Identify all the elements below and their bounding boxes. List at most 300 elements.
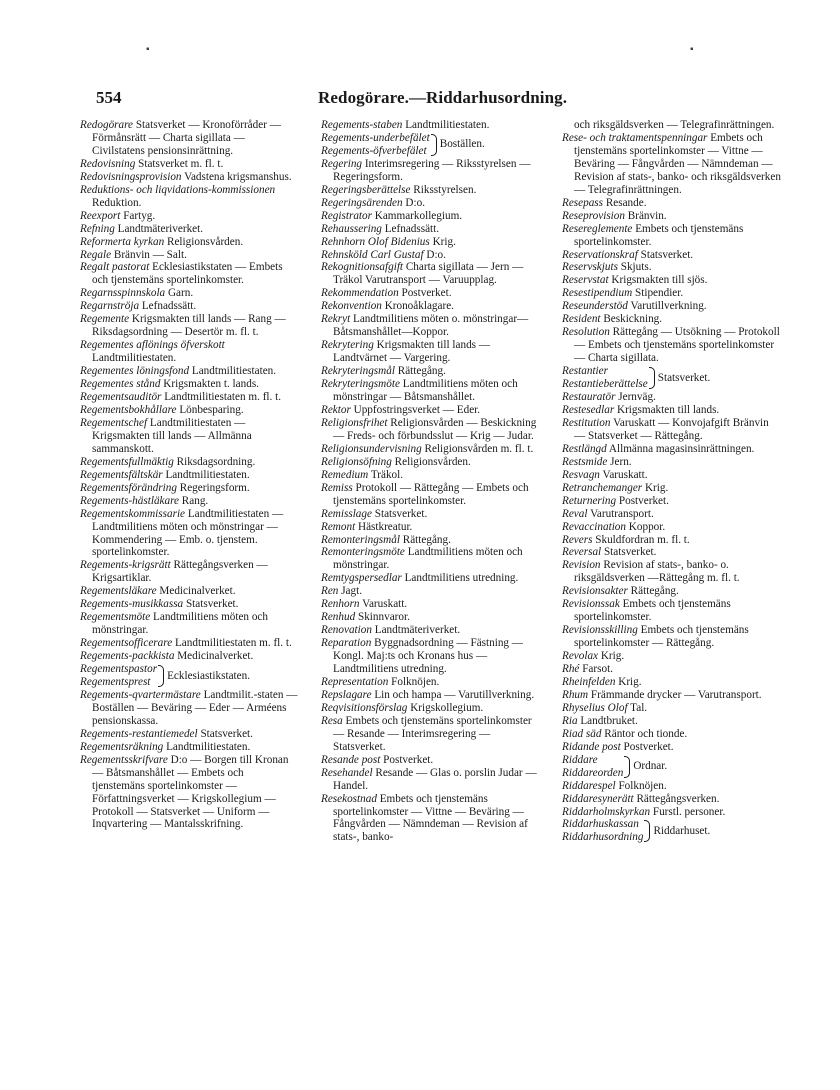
index-entry [562,508,782,521]
index-entry [321,637,539,676]
index-reference: Statsverket. [637,248,694,261]
index-entry [562,780,782,793]
index-headword: Revolax [562,650,599,663]
index-entry [321,184,539,197]
index-headword: Reseprovision [562,209,625,222]
index-headword: Remonteringsmöte [321,546,405,559]
index-headword: Resestipendium [562,287,633,300]
index-headword: Riddarholmskyrkan [562,805,651,818]
index-headword: Regarnströja [80,300,140,313]
index-headword: Revisionsskilling [562,624,638,637]
index-entry [80,456,298,469]
index-entry [562,261,782,274]
index-entry [80,611,298,637]
index-entry [321,546,539,572]
index-headword: Regarnsspinnskola [80,287,166,300]
index-entry [80,508,298,560]
index-headword: Regementsfältskär [80,468,163,481]
index-entry [321,443,539,456]
index-headword: Riddarespel [562,779,616,792]
index-entry [321,249,539,262]
index-entry [80,171,298,184]
index-entry [321,702,539,715]
index-entry [80,339,298,365]
index-reference: Embets och tjenstemäns sportelinkomster — Resande — Interimsregering — Statsverket. [333,714,532,753]
index-headword: Rekommendation [321,287,399,300]
index-reference: Krigsmakten till sjös. [608,274,708,287]
index-headword: Regemente [80,313,130,326]
index-entry [562,469,782,482]
index-headword: Restantieberättelse [562,378,648,391]
index-headword: Rehnsköld Carl Gustaf [321,248,424,261]
index-reference: Statsverket. [183,598,239,611]
index-headword: Revision [562,559,601,572]
index-reference: Landtmilitiestaten — Krigsmakten till lands — Allmänna sammanskott. [92,416,252,455]
index-entry [321,715,539,754]
index-headword: Regementsauditör [80,391,162,404]
index-entry [562,546,782,559]
index-reference: Lefnadssätt. [139,300,197,313]
index-entry [562,728,782,741]
index-entry [80,300,298,313]
index-entry [321,287,539,300]
index-headword: Riddarhuskassan [562,818,639,831]
index-reference: Embets och tjenstemäns sportelinkomster — Rättegång. [574,624,749,650]
index-reference: Statsverket m. fl. t. [135,157,224,170]
index-entry [80,236,298,249]
index-entry [321,119,539,132]
index-headword: Revers [562,533,593,546]
index-headword: Renovation [321,624,372,637]
index-headword: Rehnhorn Olof Bidenius [321,235,430,248]
index-reference: Landtmilitiestaten m. fl. t. [161,391,282,404]
index-reference: Postverket. [380,753,434,766]
index-headword: Restantier [562,365,608,378]
index-entry-group [562,754,782,780]
index-reference: Reduktion. [92,196,142,209]
index-entry [321,754,539,767]
index-entry [562,559,782,585]
index-reference: Jagt. [338,585,363,598]
index-entry [80,728,298,741]
index-entry [321,521,539,534]
index-entry [80,184,298,210]
index-headword: Renhorn [321,598,360,611]
index-reference: Boställen. [439,138,485,151]
index-reference: Jern. [607,455,632,468]
index-entry [562,741,782,754]
index-reference: D:o — Borgen till Kronan — Båtsmanshållet — Embets och tjenstemäns sportelinkomster — Författningsverket — Krigskollegium — Protokoll — Statsverket — Uniform — Inqvartering — Mantalsskrifning. [92,753,289,831]
index-reference: Resande. [603,196,647,209]
index-entry [562,495,782,508]
index-reference: Medicinalverket. [174,650,254,663]
index-headword: Regale [80,248,112,261]
index-column-2 [321,119,539,844]
index-headword: Refning [80,222,115,235]
index-headword: Regementskommissarie [80,507,186,520]
index-headword: Revisionssak [562,598,620,611]
index-headword: Rekognitionsafgift [321,261,404,274]
index-headword: Regementsbokhållare [80,403,177,416]
brace-icon [624,756,630,778]
index-reference: Allmänna magasinsinrättningen. [606,442,755,455]
index-entry [321,404,539,417]
index-column-1 [80,119,298,831]
index-reference: Statsverket. [371,507,428,520]
index-headword: Ria [562,714,578,727]
index-entry [321,300,539,313]
index-entry [321,365,539,378]
index-headword: Remonteringsmål [321,533,400,546]
index-reference: Räntor och tionde. [601,727,688,740]
index-entry [562,287,782,300]
index-entry [80,365,298,378]
index-headword: Rhum [562,688,589,701]
index-reference: D:o. [423,248,446,261]
index-reference: Statsverket. [657,371,711,384]
index-reference: Varuskatt. [599,468,648,481]
index-headword: Restesedlar [562,403,615,416]
index-entry [562,676,782,689]
index-entry [562,274,782,287]
index-entry-group [321,132,539,158]
index-headword: Redovisning [80,157,136,170]
index-reference: Statsverket — Kronoförråder — Förmånsrätt — Charta sigillata — Civilstatens pensionsinrättning. [92,119,281,157]
index-reference: D:o. [402,196,425,209]
index-headword: Reservationskraf [562,248,638,261]
index-entry [562,404,782,417]
index-reference: Krig. [429,235,456,248]
index-headword: Regements-underbefälet [321,131,430,144]
index-reference: Bränvin. [624,209,667,222]
index-entry [80,689,298,728]
index-entry [562,326,782,365]
index-entry [80,378,298,391]
index-reference: Lefnadssätt. [381,222,440,235]
index-headword: Registrator [321,209,372,222]
index-entry [321,197,539,210]
index-entry [562,132,782,197]
index-reference: Landtmilitiens möten och mönstringar. [333,546,523,572]
index-headword: Rhé [562,663,580,676]
index-reference: Ordnar. [633,760,668,773]
index-headword: Repslagare [321,688,372,701]
index-headword: Riddareorden [562,766,624,779]
index-reference: och riksgäldsverken — Telegrafinrättningen. [574,119,775,131]
index-reference: Landtmäteriverket. [114,222,204,235]
index-headword: Religionsöfning [321,455,392,468]
index-headword: Restitution [562,416,611,429]
index-entry [562,119,782,132]
index-headword: Regementsförändring [80,481,177,494]
index-headword: Representation [321,675,389,688]
index-reference: Rättegång. [399,533,451,546]
index-headword: Remiss [321,481,353,494]
index-entry [321,572,539,585]
index-entry-group [562,818,782,844]
index-entry [321,456,539,469]
index-headword: Resident [562,313,601,326]
index-reference: Religionsvården. [391,455,471,468]
index-headword: Rekryt [321,313,351,326]
index-reference: Skuldfordran m. fl. t. [592,533,690,546]
index-reference: Charta sigillata — Jern — Träkol Varutransport — Varuupplag. [333,261,524,287]
index-entry [562,210,782,223]
index-reference: Embets och tjenstemäns sportelinkomster — Vittne — Beväring — Fångvården — Nämndeman — Revision af stats-, banko- och riksgäldsverken — Telegrafinrättningen. [574,131,781,196]
index-headword: Rekonvention [321,300,382,313]
brace-icon [644,820,650,842]
index-headword: Resande post [321,753,381,766]
index-entry [321,534,539,547]
index-reference: Byggnadsordning — Fästning — Kongl. Maj:ts och Kronans hus — Landtmilitiens utredning. [333,637,523,676]
index-entry [562,300,782,313]
index-entry [321,469,539,482]
index-headword: Regementsskrifvare [80,753,168,766]
index-entry [321,793,539,845]
index-entry [321,689,539,702]
index-headword: Resvagn [562,468,600,481]
index-headword: Ren [321,585,339,598]
index-entry [321,482,539,508]
index-entry [562,806,782,819]
index-reference: Landtmilitiestaten. [402,119,490,131]
index-reference: Postverket. [620,740,674,753]
index-reference: Krigsmakten t. lands. [160,378,259,391]
index-reference: Krig. [642,481,669,494]
index-headword: Reversal [562,546,602,559]
index-reference: Embets och tjenstemäns sportelinkomster. [574,222,744,248]
index-reference: Kammarkollegium. [371,209,463,222]
index-entry [562,417,782,443]
index-reference: Landtmilitiens möten och mönstringar. [92,611,268,637]
index-headword: Resolution [562,326,610,339]
index-reference: Rättegångsverken. [633,792,720,805]
index-reference: Lönbesparing. [176,403,244,416]
index-headword: Regements-krigsrätt [80,559,171,572]
index-headword: Remont [321,520,356,533]
index-headword: Regementschef [80,416,148,429]
index-reference: Landtmilitiestaten. [162,468,250,481]
index-headword: Rekryteringsmål [321,365,395,378]
index-reference: Resande — Glas o. porslin Judar — Handel. [333,766,537,792]
index-reference: Främmande drycker — Varutransport. [588,688,762,701]
index-reference: Rättegångsverken — Krigsartiklar. [92,559,268,585]
index-reference: Statsverket. [197,727,253,740]
index-headword: Resa [321,714,343,727]
index-headword: Regeringsberättelse [321,183,411,196]
index-headword: Resehandel [321,766,373,779]
index-entry [321,508,539,521]
index-entry [80,313,298,339]
index-reference: Beskickning. [600,313,663,326]
index-reference: Krig. [615,675,642,688]
index-headword: Reqvisitionsförslag [321,701,408,714]
index-reference: Embets och tjenstemäns sportelinkomster — Vittne — Beväring — Fångvården — Nämndeman — Revision af stats-, banko- [333,792,528,844]
index-reference: Rang. [179,494,209,507]
brace-icon [431,134,437,156]
index-headword: Regements-hästläkare [80,494,179,507]
index-reference: Landtmilitiestaten. [92,352,177,365]
index-headword: Riddare [562,753,598,766]
index-reference: Jernväg. [615,391,656,404]
index-reference: Embets och tjenstemäns sportelinkomster. [574,598,731,624]
index-entry [80,559,298,585]
index-reference: Farsot. [579,663,613,676]
index-headword: Rhyselius Olof [562,701,628,714]
index-headword: Rekryteringsmöte [321,378,400,391]
index-reference: Landtmilitiens utredning. [401,572,519,585]
index-reference: Bränvin — Salt. [111,248,187,261]
index-reference: Riksdagsordning. [173,455,256,468]
index-headword: Regements-qvartermästare [80,688,201,701]
index-entry [321,624,539,637]
index-reference: Stipendier. [632,287,684,300]
index-reference: Ecklesiastikstaten. [167,669,251,682]
index-headword: Regementsmöte [80,611,151,624]
index-entry [562,598,782,624]
index-entry [80,585,298,598]
index-reference: Regeringsform. [176,481,250,494]
index-entry [80,119,298,158]
index-headword: Regementsläkare [80,585,157,598]
index-reference: Landtmäteriverket. [371,624,461,637]
index-entry [562,663,782,676]
index-reference: Landtmilitiens möten och mönstringar — Båtsmanshållet. [333,378,518,404]
index-headword: Regements-packkista [80,650,175,663]
index-headword: Regements-musikkassa [80,598,184,611]
index-entry [80,482,298,495]
index-headword: Resepass [562,196,604,209]
index-headword: Reexport [80,209,121,222]
index-entry [80,223,298,236]
index-entry [80,404,298,417]
index-entry [321,417,539,443]
index-reference: Furstl. personer. [650,805,726,818]
index-headword: Remisslage [321,507,372,520]
index-reference: Revision af stats-, banko- o. riksgäldsverken —Rättegång m. fl. t. [574,559,740,585]
index-entry [562,624,782,650]
index-headword: Renhud [321,611,356,624]
index-reference: Träkol. [368,468,404,481]
index-headword: Retranchemanger [562,481,643,494]
index-headword: Rekrytering [321,339,374,352]
index-entry [562,689,782,702]
index-headword: Restsmide [562,455,608,468]
index-entry [562,313,782,326]
index-headword: Rheinfelden [562,675,616,688]
index-reference: Krigsmakten till lands. [614,403,720,416]
index-reference: Uppfostringsverket — Eder. [350,403,481,416]
index-reference: Landtmilitiestaten — Landtmilitiens möten och mönstringar — Kommendering — Emb. o. tjenstem. sportelinkomster. [92,507,284,559]
index-headword: Returnering [562,494,617,507]
index-reference: Varutillverkning. [627,300,707,313]
index-reference: Lin och hampa — Varutillverkning. [371,688,535,701]
index-reference: Skinnvaror. [355,611,410,624]
index-headword: Regementes löningsfond [80,365,190,378]
index-headword: Resekostnad [321,792,377,805]
index-headword: Regementspastor [80,663,158,676]
index-headword: Restauratör [562,391,616,404]
index-entry [562,521,782,534]
index-headword: Rese- och traktamentspenningar [562,131,708,144]
index-entry-group [80,663,298,689]
index-headword: Rehaussering [321,222,382,235]
running-title: Redogörare.—Riddarhusordning. [318,88,568,107]
index-reference: Riksstyrelsen. [410,183,477,196]
index-reference: Landtmilitiestaten. [163,740,251,753]
index-headword: Riddaresynerätt [562,792,634,805]
index-reference: Krig. [598,650,625,663]
index-entry [562,223,782,249]
index-entry [321,767,539,793]
index-entry [562,702,782,715]
index-reference: Protokoll — Rättegång — Embets och tjenstemäns sportelinkomster. [333,481,529,507]
index-headword: Regeringsärenden [321,196,403,209]
index-headword: Reduktions- och liqvidations-kommissionen [80,183,276,196]
index-headword: Reformerta kyrkan [80,235,165,248]
index-headword: Reseunderstöd [562,300,628,313]
brace-icon [158,665,164,687]
index-entry [562,650,782,663]
index-reference: Religionsvården — Beskickning — Freds- och förbundsslut — Krig — Judar. [333,416,537,442]
index-reference: Tal. [627,701,648,714]
index-headword: Religionsfrihet [321,416,388,429]
index-entry [562,197,782,210]
index-reference: Rättegång. [394,365,446,378]
index-headword: Regementes aflönings öfverskott [80,339,225,352]
index-entry [562,534,782,547]
index-reference: Krigsmakten till lands — Rang — Riksdagsordning — Desertör m. fl. t. [92,313,286,339]
index-reference: Hästkreatur. [355,520,413,533]
index-reference: Vadstena krigsmanshus. [181,170,292,183]
index-headword: Reparation [321,637,372,650]
index-reference: Rättegång. [627,585,679,598]
index-entry-group [562,365,782,391]
index-headword: Regementsräkning [80,740,164,753]
index-headword: Revisionsakter [562,585,628,598]
index-entry [321,585,539,598]
index-reference: Folknöjen. [388,675,440,688]
index-entry [562,585,782,598]
index-entry [562,443,782,456]
index-entry [321,236,539,249]
index-reference: Garn. [165,287,194,300]
index-reference: Riddarhuset. [653,824,711,837]
index-entry [80,417,298,456]
index-entry [80,287,298,300]
index-entry [80,495,298,508]
index-entry [80,741,298,754]
index-entry [80,598,298,611]
index-entry [321,339,539,365]
index-entry [321,158,539,184]
index-reference: Ecklesiastikstaten — Embets och tjenstemäns sportelinkomster. [92,261,283,287]
index-reference: Landtbruket. [577,714,638,727]
index-reference: Rättegång — Utsökning — Protokoll — Embets och tjenstemäns sportelinkomster — Charta sigillata. [574,326,780,365]
index-entry [80,469,298,482]
index-reference: Krigskollegium. [407,701,484,714]
index-reference: Kronoåklagare. [381,300,454,313]
index-headword: Redogörare [80,119,134,131]
index-reference: Folknöjen. [615,779,667,792]
index-reference: Fartyg. [120,209,156,222]
index-headword: Regementsprest [80,675,151,688]
index-entry [321,378,539,404]
index-headword: Regalt pastorat [80,261,150,274]
index-entry [80,261,298,287]
index-entry [321,210,539,223]
index-reference: Varuskatt — Konvojafgift Bränvin — Statsverket — Rättegång. [574,416,769,442]
